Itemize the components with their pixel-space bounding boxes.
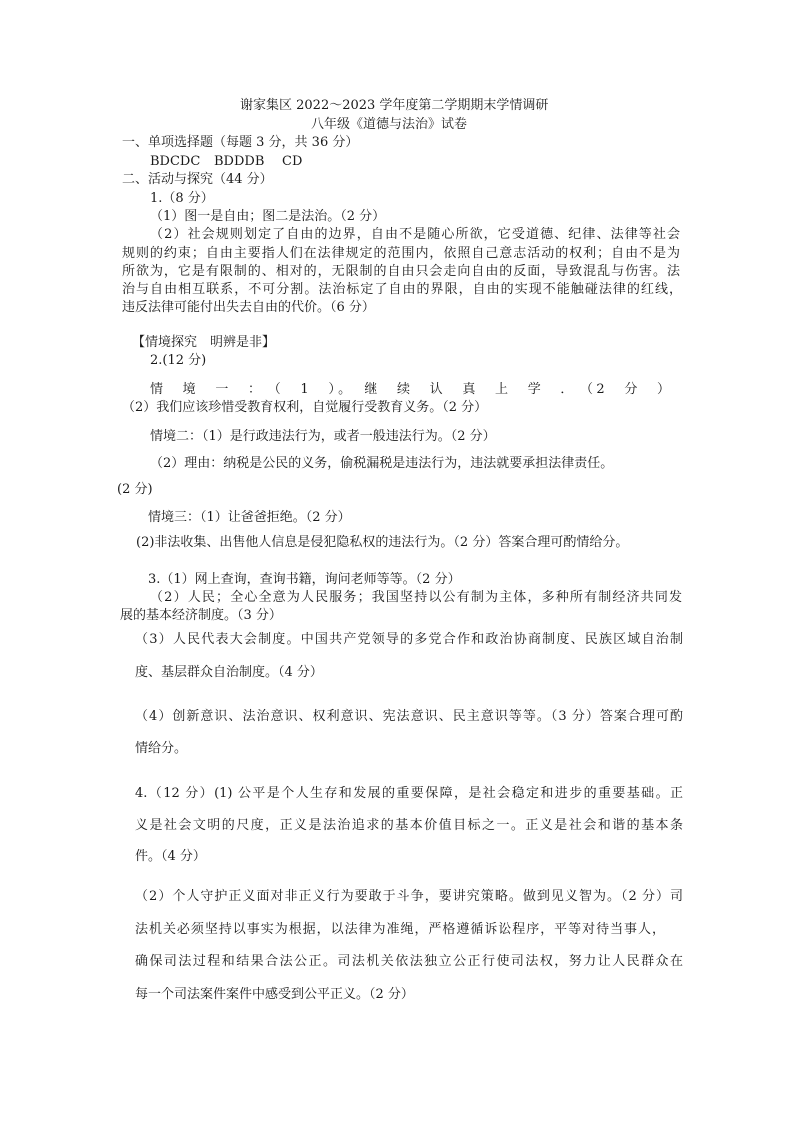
q3-line6: （4）创新意识、法治意识、权利意识、宪法意识、民主意识等等。（3 分）答案合理可酌 — [135, 709, 683, 724]
answer-group-1: BDCDC — [150, 154, 201, 169]
page-subtitle: 八年级《道德与法治》试卷 — [311, 117, 468, 132]
q2-section-title: 【情境探究 明辨是非】 — [132, 335, 276, 350]
section2-heading: 二、活动与探究（44 分） — [122, 172, 273, 187]
q1-answer-2-line: 违反法律可能付出失去自由的代价。（6 分） — [122, 300, 375, 315]
q2-scenario2-line2: （2）理由：纳税是公民的义务，偷税漏税是违法行为，违法就要承担法律责任。 — [150, 456, 614, 471]
q4-line6: 确保司法过程和结果合法公正。司法机关依法独立公正行使司法权，努力让人民群众在 — [135, 954, 683, 969]
q2-scenario1-line1: 情 境 一 ： （ 1 ）。 继 续 认 真 上 学 ． （2 分 ） — [150, 382, 670, 397]
q4-line3: 件。（4 分） — [135, 849, 206, 864]
q3-line4: （3）人民代表大会制度。中国共产党领导的多党合作和政治协商制度、民族区域自治制 — [135, 632, 683, 647]
q2-scenario3-line2: (2)非法收集、出售他人信息是侵犯隐私权的违法行为。（2 分）答案合理可酌情给分。 — [136, 535, 629, 550]
q3-line5: 度、基层群众自治制度。（4 分） — [135, 665, 323, 680]
answer-group-3: CD — [282, 154, 303, 169]
q4-line5: 法机关必须坚持以事实为根据，以法律为准绳，严格遵循诉讼程序，平等对待当事人， — [135, 922, 665, 937]
q1-answer-2-line: （2）社会规则划定了自由的边界，自由不是随心所欲，它受道德、纪律、法律等社会 — [150, 227, 680, 242]
q1-answer-2-line: 规则的约束；自由主要指人们在法律规定的范围内，依照自己意志活动的权利；自由不是为 — [122, 246, 680, 261]
q2-scenario2-line3: (2 分) — [117, 482, 153, 497]
q2-label: 2.(12 分) — [150, 353, 207, 368]
section1-heading: 一、单项选择题（每题 3 分，共 36 分） — [122, 135, 359, 150]
q2-scenario1-line2: （2）我们应该珍惜受教育权利，自觉履行受教育义务。（2 分） — [122, 400, 488, 415]
q1-answer-2-line: 治与自由相互联系，不可分割。法治标定了自由的界限，自由的实现不能触碰法律的红线， — [122, 282, 682, 297]
q4-line2: 义是社会文明的尺度，正义是法治追求的基本价值目标之一。正义是社会和谐的基本条 — [135, 818, 683, 833]
q4-line1: 4.（12 分）(1) 公平是个人生存和发展的重要保障，是社会稳定和进步的重要基础。正 — [135, 786, 683, 801]
page-title: 谢家集区 2022～2023 学年度第二学期期末学情调研 — [240, 98, 549, 113]
q3-line3: 展的基本经济制度。（3 分） — [120, 608, 282, 623]
q1-answer-1: （1）图一是自由；图二是法治。（2 分） — [150, 209, 386, 224]
q2-scenario3-line1: 情境三：（1）让爸爸拒绝。（2 分） — [148, 510, 351, 525]
q4-line7: 每一个司法案件案件中感受到公平正义。（2 分） — [135, 987, 414, 1002]
q2-scenario2-line1: 情境二：（1）是行政违法行为，或者一般违法行为。（2 分） — [150, 429, 496, 444]
answer-group-2: BDDDB — [214, 154, 265, 169]
q1-answer-2-line: 所欲为，它是有限制的、相对的，无限制的自由只会走向自由的反面，导致混乱与伤害。法 — [122, 264, 680, 279]
q1-label: 1.（8 分） — [150, 191, 214, 206]
q4-line4: （2）个人守护正义面对非正义行为要敢于斗争，要讲究策略。做到见义智为。（2 分）司 — [135, 889, 683, 904]
q3-line2: （2）人民；全心全意为人民服务；我国坚持以公有制为主体，多种所有制经济共同发 — [150, 590, 682, 605]
q3-line7: 情给分。 — [135, 741, 188, 756]
q3-line1: 3.（1）网上查询，查询书籍，询问老师等等。（2 分） — [148, 572, 461, 587]
